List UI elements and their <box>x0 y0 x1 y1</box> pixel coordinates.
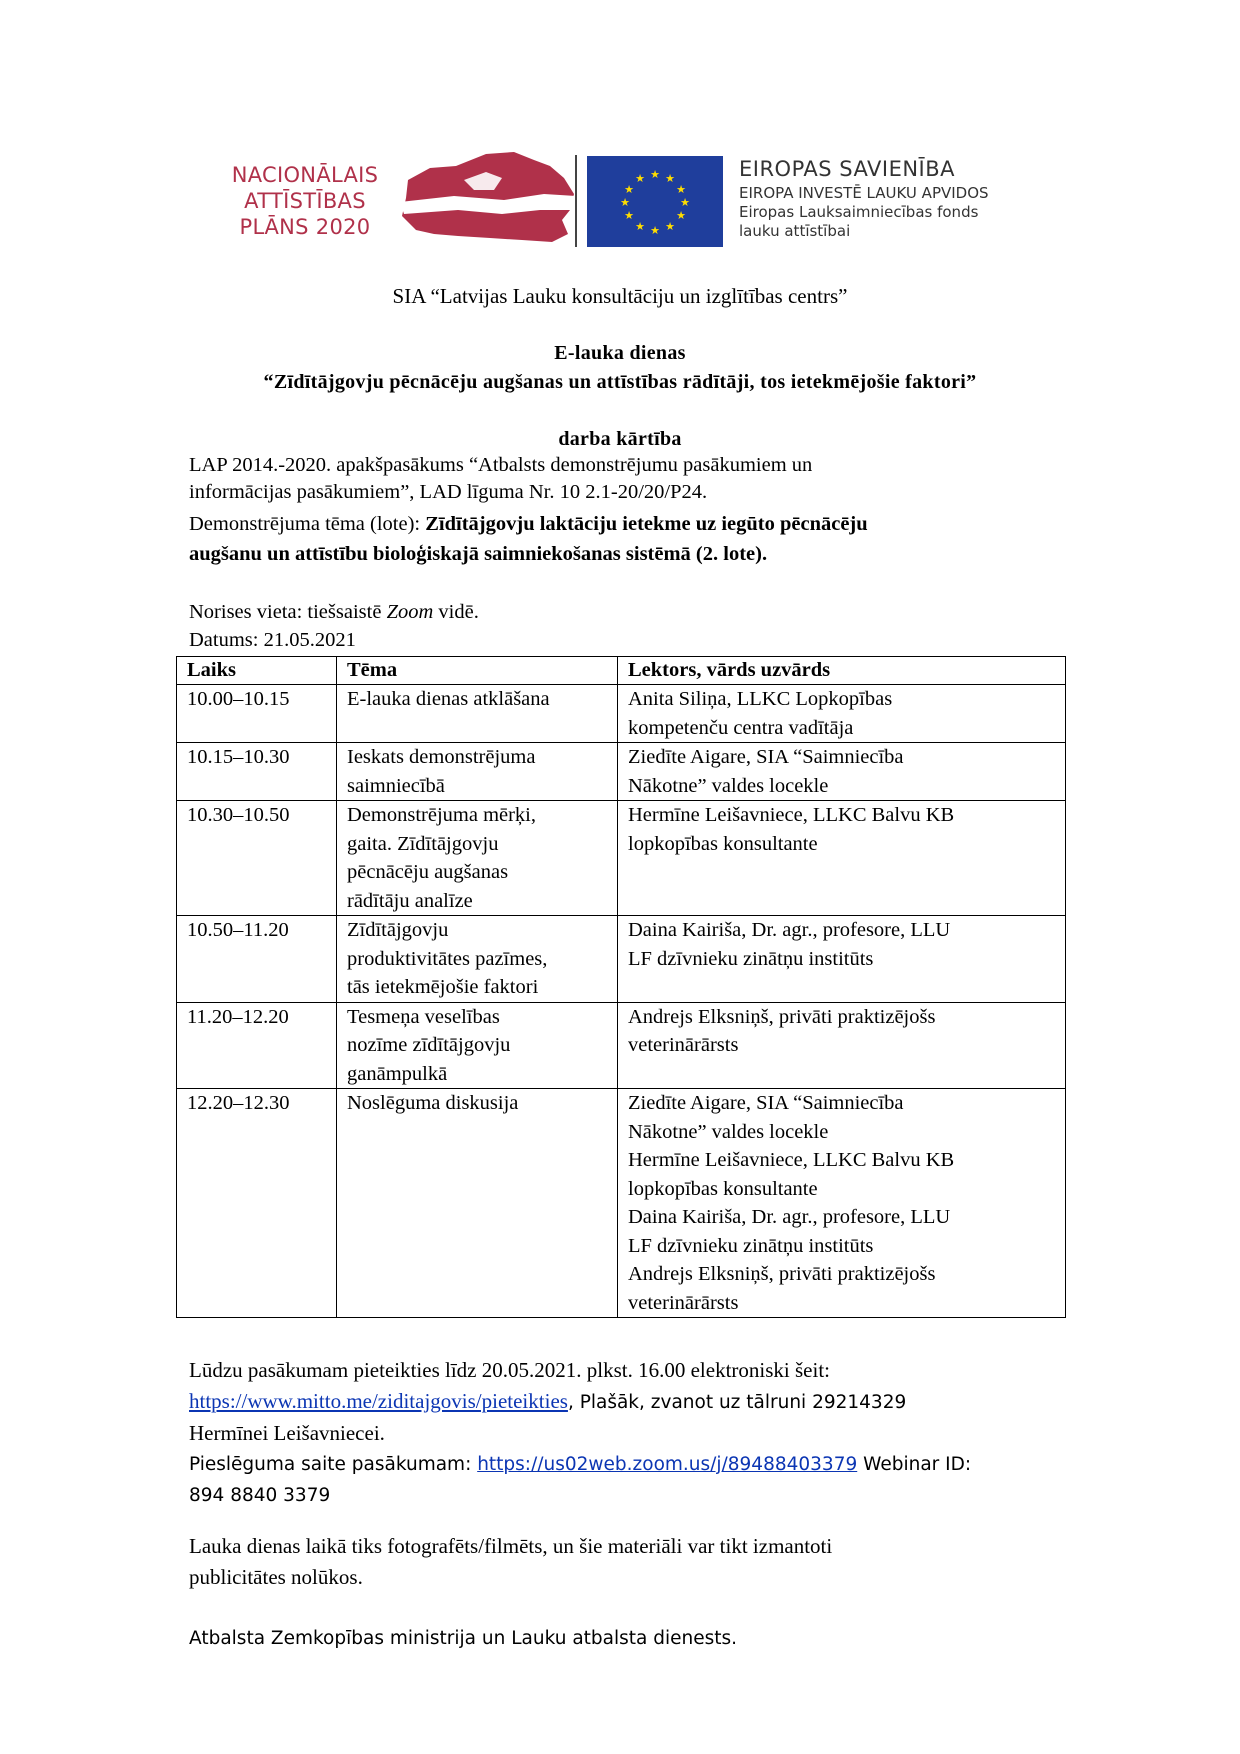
lecturer-line: Andrejs Elksniņš, privāti praktizējošs <box>628 1263 936 1285</box>
lecturer-cell <box>618 743 1066 801</box>
eu-logo-text <box>739 156 989 241</box>
schedule-table <box>176 656 1066 1318</box>
lecturer-cell <box>618 1089 1066 1318</box>
eu-line: lauku attīstībai <box>739 222 851 240</box>
topic-line: tās ietekmējošie faktori <box>347 976 539 998</box>
venue-line <box>189 599 479 626</box>
organization-name: SIA “Latvijas Lauku konsultāciju un izglītības centrs” <box>392 284 848 308</box>
topic-line: rādītāju analīze <box>347 889 473 912</box>
demo-theme-label: Demonstrējuma tēma (lote): <box>189 513 426 535</box>
nap-logo-text <box>226 162 384 240</box>
zoom-link[interactable]: https://us02web.zoom.us/j/89488403379 <box>477 1454 858 1475</box>
topic-line: E-lauka dienas atklāšana <box>347 688 550 710</box>
lecturer-cell <box>618 916 1066 1003</box>
topic-cell <box>337 916 618 1003</box>
svg-text:★: ★ <box>635 172 645 185</box>
time-cell: 11.20–12.20 <box>177 1002 337 1089</box>
svg-text:★: ★ <box>680 196 690 209</box>
publicity-line: publicitātes nolūkos. <box>189 1565 363 1589</box>
lecturer-line: Anita Siliņa, LLKC Lopkopības <box>628 688 893 710</box>
topic-line: Zīdītājgovju <box>347 919 449 941</box>
table-row <box>177 685 1066 743</box>
lecturer-line: lopkopības konsultante <box>628 1177 818 1200</box>
lecturer-cell <box>618 685 1066 743</box>
lap-text-line: informācijas pasākumiem”, LAD līguma Nr. 10 2.1-20/20/P24. <box>189 481 708 503</box>
eu-title: EIROPAS SAVIENĪBA <box>739 157 956 181</box>
lecturer-line: Hermīne Leišavniece, LLKC Balvu KB <box>628 1149 955 1171</box>
topic-line: produktivitātes pazīmes, <box>347 947 548 970</box>
eu-line: Eiropas Lauksaimniecības fonds <box>739 203 979 221</box>
svg-text:★: ★ <box>624 183 634 196</box>
table-row <box>177 1002 1066 1089</box>
eu-line: EIROPA INVESTĒ LAUKU APVIDOS <box>739 184 989 202</box>
event-date: Datums: 21.05.2021 <box>189 629 356 651</box>
publicity-note <box>189 1531 832 1593</box>
lecturer-line: veterinārārsts <box>628 1034 739 1056</box>
topic-line: ganāmpulkā <box>347 1062 448 1085</box>
lecturer-line: Nākotne” valdes locekle <box>628 774 829 797</box>
lecturer-line: lopkopības konsultante <box>628 832 818 855</box>
table-row <box>177 801 1066 916</box>
table-header-row <box>177 657 1066 685</box>
logo-divider <box>575 155 577 247</box>
lecturer-line: Nākotne” valdes locekle <box>628 1120 829 1143</box>
svg-text:★: ★ <box>624 209 634 222</box>
topic-cell <box>337 685 618 743</box>
demo-theme-line <box>189 511 868 538</box>
registration-link[interactable]: https://www.mitto.me/ziditajgovis/pieteikties <box>189 1389 568 1413</box>
zoom-link-label: Pieslēguma saite pasākumam: <box>189 1454 478 1475</box>
lap-text-line: LAP 2014.-2020. apakšpasākums “Atbalsts demonstrējumu pasākumiem un <box>189 454 813 476</box>
nap-line: ATTĪSTĪBAS <box>244 189 366 213</box>
topic-cell <box>337 1089 618 1318</box>
page-subtitle: “Zīdītājgovju pēcnācēju augšanas un attīstības rādītāji, tos ietekmējošie faktori” <box>263 371 977 393</box>
topic-line: Noslēguma diskusija <box>347 1092 519 1114</box>
time-cell: 10.15–10.30 <box>177 743 337 801</box>
registration-block <box>189 1355 971 1511</box>
lecturer-line: Ziedīte Aigare, SIA “Saimniecība <box>628 746 904 768</box>
lecturer-line: LF dzīvnieku zinātņu institūts <box>628 947 874 970</box>
topic-cell <box>337 801 618 916</box>
demo-theme-value: Zīdītājgovju laktāciju ietekme uz iegūto pēcnācēju <box>425 513 868 535</box>
topic-cell <box>337 743 618 801</box>
logo-bar <box>226 150 1026 248</box>
svg-text:★: ★ <box>676 183 686 196</box>
time-cell: 10.00–10.15 <box>177 685 337 743</box>
lecturer-line: Daina Kairiša, Dr. agr., profesore, LLU <box>628 919 951 941</box>
time-cell: 12.20–12.30 <box>177 1089 337 1318</box>
venue-zoom: Zoom <box>386 601 434 623</box>
svg-text:★: ★ <box>635 220 645 233</box>
table-row <box>177 743 1066 801</box>
nap-line: PLĀNS 2020 <box>239 215 371 239</box>
lecturer-line: Ziedīte Aigare, SIA “Saimniecība <box>628 1092 904 1114</box>
eu-flag-icon <box>587 156 723 247</box>
latvia-map-icon <box>394 150 602 248</box>
svg-text:★: ★ <box>620 196 630 209</box>
lecturer-cell <box>618 1002 1066 1089</box>
schedule-body <box>177 685 1066 1318</box>
lecturer-line: Andrejs Elksniņš, privāti praktizējošs <box>628 1005 936 1028</box>
lecturer-line: LF dzīvnieku zinātņu institūts <box>628 1234 874 1257</box>
venue-prefix: Norises vieta: tiešsaistē <box>189 601 387 623</box>
webinar-id-label: Webinar ID: <box>857 1454 972 1475</box>
page-title: E-lauka dienas <box>554 342 686 364</box>
column-header: Tēma <box>337 657 618 685</box>
phone-text: , Plašāk, zvanot uz tālruni 29214329 <box>567 1392 907 1413</box>
svg-text:★: ★ <box>650 224 660 237</box>
svg-text:★: ★ <box>665 172 675 185</box>
topic-line: gaita. Zīdītājgovju <box>347 832 499 855</box>
demo-theme-value: augšanu un attīstību bioloģiskajā saimniekošanas sistēmā (2. lote). <box>189 543 768 565</box>
svg-text:★: ★ <box>665 220 675 233</box>
table-row <box>177 1089 1066 1318</box>
registration-text: Lūdzu pasākumam pieteikties līdz 20.05.2021. plkst. 16.00 elektroniski šeit: <box>189 1358 830 1382</box>
svg-text:★: ★ <box>650 168 660 181</box>
lecturer-line: Daina Kairiša, Dr. agr., profesore, LLU <box>628 1206 951 1228</box>
lecturer-line: kompetenču centra vadītāja <box>628 716 854 739</box>
svg-text:★: ★ <box>676 209 686 222</box>
lecturer-line: veterinārārsts <box>628 1291 739 1314</box>
topic-line: Demonstrējuma mērķi, <box>347 804 537 826</box>
time-cell: 10.30–10.50 <box>177 801 337 916</box>
agenda-heading: darba kārtība <box>558 428 682 450</box>
lecturer-cell <box>618 801 1066 916</box>
support-note: Atbalsta Zemkopības ministrija un Lauku atbalsta dienests. <box>189 1628 738 1649</box>
column-header: Laiks <box>177 657 337 685</box>
topic-line: saimniecībā <box>347 774 445 797</box>
time-cell: 10.50–11.20 <box>177 916 337 1003</box>
table-row <box>177 916 1066 1003</box>
nap-line: NACIONĀLAIS <box>231 163 379 187</box>
topic-line: Ieskats demonstrējuma <box>347 746 536 768</box>
column-header: Lektors, vārds uzvārds <box>618 657 1066 685</box>
topic-line: nozīme zīdītājgovju <box>347 1034 511 1056</box>
contact-name: Hermīnei Leišavniecei. <box>189 1421 385 1445</box>
topic-line: Tesmeņa veselības <box>347 1005 500 1028</box>
venue-suffix: vidē. <box>433 601 479 623</box>
lecturer-line: Hermīne Leišavniece, LLKC Balvu KB <box>628 804 955 826</box>
topic-line: pēcnācēju augšanas <box>347 861 509 883</box>
publicity-line: Lauka dienas laikā tiks fotografēts/filmēts, un šie materiāli var tikt izmantoti <box>189 1534 833 1558</box>
topic-cell <box>337 1002 618 1089</box>
webinar-id: 894 8840 3379 <box>189 1485 331 1506</box>
